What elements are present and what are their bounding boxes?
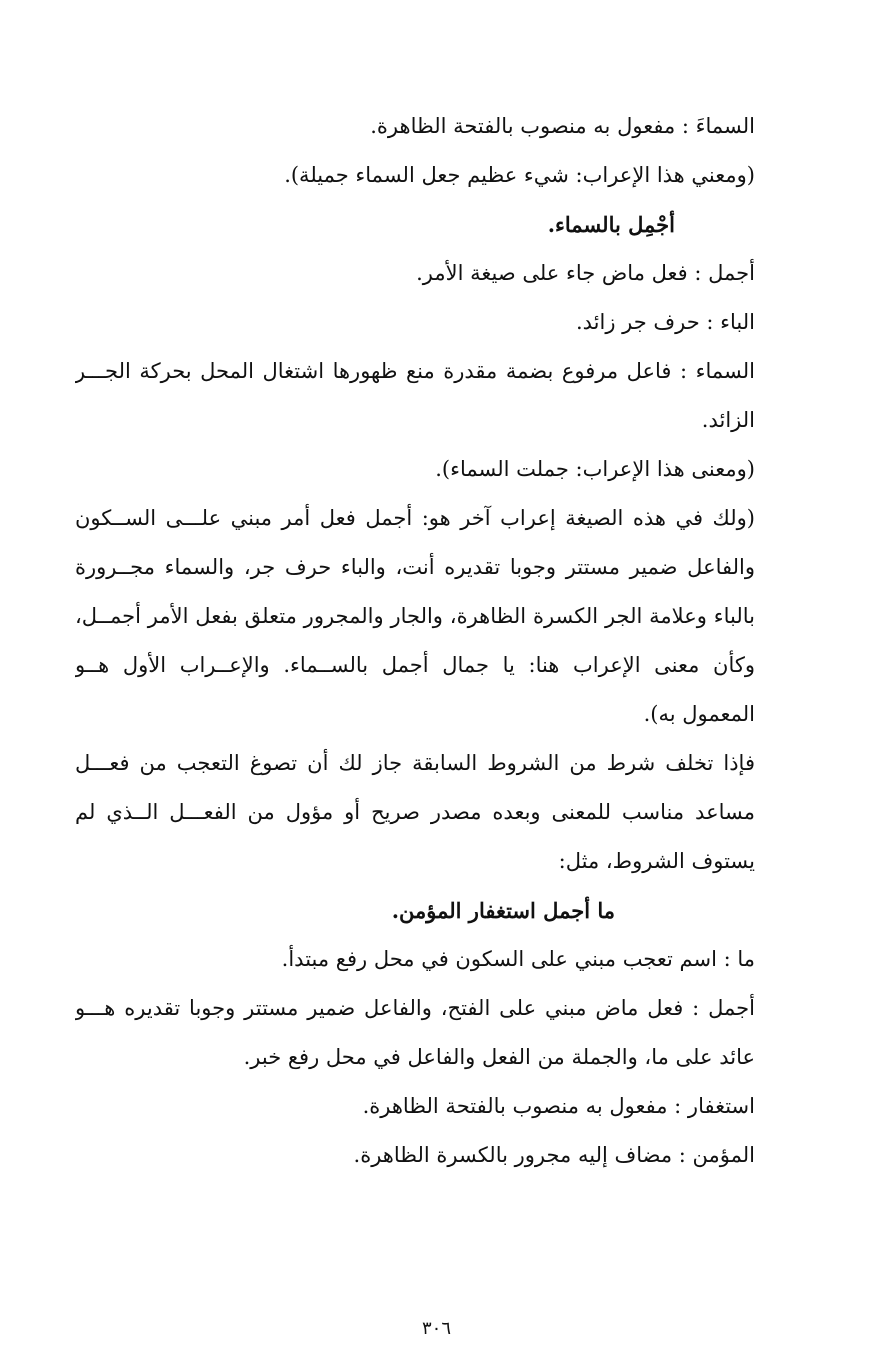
text-line: السماءَ : مفعول به منصوب بالفتحة الظاهرة. (370, 114, 755, 138)
page-number: ٣٠٦ (421, 1318, 451, 1339)
text-line: والفاعل ضمير مستتر وجوبا تقديره أنت، والباء حرف جر، والسماء مجــرورة (75, 555, 755, 579)
text-line: الباء : حرف جر زائد. (575, 310, 755, 334)
example-heading: ما أجمل استغفار المؤمن. (391, 898, 615, 923)
text-line: استغفار : مفعول به منصوب بالفتحة الظاهرة. (362, 1094, 755, 1118)
text-line: السماء : فاعل مرفوع بضمة مقدرة منع ظهورها اشتغال المحل بحركة الجـــر (75, 359, 755, 383)
text-line: المؤمن : مضاف إليه مجرور بالكسرة الظاهرة. (353, 1143, 755, 1167)
text-line: يستوف الشروط، مثل: (558, 849, 755, 873)
text-line: (ومعني هذا الإعراب: شيء عظيم جعل السماء جميلة). (284, 163, 755, 187)
text-line: وكأن معنى الإعراب هنا: يا جمال أجمل بالســماء. والإعــراب الأول هــو (75, 653, 755, 677)
text-line: الزائد. (701, 408, 755, 432)
example-heading: أجْمِل بالسماء. (547, 212, 675, 237)
text-line: أجمل : فعل ماض مبني على الفتح، والفاعل ضمير مستتر وجوبا تقديره هـــو (75, 996, 755, 1020)
text-line: مساعد مناسب للمعنى وبعده مصدر صريح أو مؤول من الفعـــل الــذي لم (75, 800, 755, 824)
text-line: بالباء وعلامة الجر الكسرة الظاهرة، والجار والمجرور متعلق بفعل الأمر أجمــل، (75, 604, 755, 628)
text-line: عائد على ما، والجملة من الفعل والفاعل في محل رفع خبر. (243, 1045, 755, 1069)
page-text (75, 102, 755, 1180)
text-line: أجمل : فعل ماض جاء على صيغة الأمر. (416, 261, 755, 285)
text-line: (ولك في هذه الصيغة إعراب آخر هو: أجمل فعل أمر مبني علـــى الســكون (75, 506, 755, 530)
text-line: (ومعنى هذا الإعراب: جملت السماء). (435, 457, 755, 481)
text-line: فإذا تخلف شرط من الشروط السابقة جاز لك أن تصوغ التعجب من فعـــل (75, 751, 755, 775)
text-line: المعمول به). (643, 702, 755, 726)
text-line: ما : اسم تعجب مبني على السكون في محل رفع مبتدأ. (281, 947, 755, 971)
